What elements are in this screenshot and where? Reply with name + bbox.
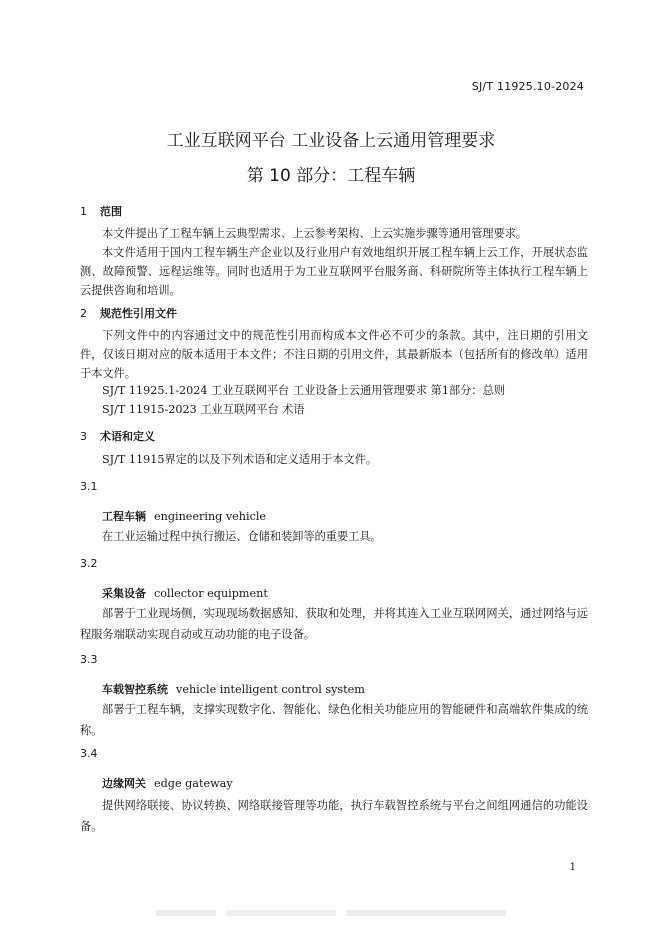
term-entry	[102, 585, 268, 601]
section-number: 3	[80, 430, 87, 443]
term-entry	[102, 508, 266, 524]
term-en: collector equipment	[154, 587, 268, 600]
term-definition: 提供网络联接、协议转换、网络联接管理等功能，执行车载智控系统与平台之间组网通信的功能设备。	[80, 799, 588, 833]
clause-number: 3.3	[80, 653, 98, 666]
section-title: 术语和定义	[100, 430, 155, 443]
section-number: 2	[80, 307, 87, 320]
term-en: vehicle intelligent control system	[176, 683, 365, 696]
document-subtitle: 第 10 部分：工程车辆	[246, 166, 416, 186]
section-number: 1	[80, 205, 87, 218]
term-zh: 边缘网关	[102, 777, 146, 790]
section-heading-scope	[80, 203, 122, 219]
term-en: engineering vehicle	[154, 510, 267, 523]
standard-number: SJ/T 11925.10-2024	[471, 80, 584, 93]
term-entry	[102, 775, 233, 791]
section-title: 范围	[100, 205, 122, 218]
document-title: 工业互联网平台 工业设备上云通用管理要求	[166, 131, 496, 151]
term-definition: 部署于工程车辆，支撑实现数字化、智能化、绿色化相关功能应用的智能硬件和高端软件集成的统称。	[80, 703, 588, 737]
watermark	[156, 906, 506, 920]
section-heading-normative	[80, 305, 177, 321]
term-zh: 工程车辆	[102, 510, 146, 523]
section-title: 规范性引用文件	[100, 307, 177, 320]
clause-number: 3.4	[80, 747, 98, 760]
term-entry	[102, 681, 365, 697]
reference-item: SJ/T 11915-2023 工业互联网平台 术语	[102, 403, 305, 416]
clause-number: 3.1	[80, 480, 98, 493]
term-definition: 在工业运输过程中执行搬运、仓储和装卸等的重要工具。	[102, 530, 382, 543]
term-zh: 车载智控系统	[102, 683, 168, 696]
paragraph: SJ/T 11915界定的以及下列术语和定义适用于本文件。	[102, 453, 378, 466]
term-en: edge gateway	[154, 777, 233, 790]
section-heading-terms	[80, 428, 155, 444]
term-definition: 部署于工业现场侧，实现现场数据感知、获取和处理，并将其连入工业互联网网关，通过网络与远程服务端联动实现自动或互动功能的电子设备。	[80, 607, 588, 641]
paragraph: 本文件提出了工程车辆上云典型需求、上云参考架构、上云实施步骤等通用管理要求。	[102, 227, 528, 240]
page-number: 1	[569, 862, 576, 873]
term-zh: 采集设备	[102, 587, 146, 600]
paragraph: 下列文件中的内容通过文中的规范性引用而构成本文件必不可少的条款。其中，注日期的引用文件，仅该日期对应的版本适用于本文件；不注日期的引用文件，其最新版本（包括所有的修改单）适用于本文件。	[80, 329, 588, 380]
paragraph: 本文件适用于国内工程车辆生产企业以及行业用户有效地组织开展工程车辆上云工作，开展状态监测、故障预警、远程运维等。同时也适用于为工业互联网平台服务商、科研院所等主体执行工程车辆上云提供咨询和培训。	[80, 246, 588, 297]
reference-item: SJ/T 11925.1-2024 工业互联网平台 工业设备上云通用管理要求 第1部分：总则	[102, 384, 505, 397]
clause-number: 3.2	[80, 557, 98, 570]
